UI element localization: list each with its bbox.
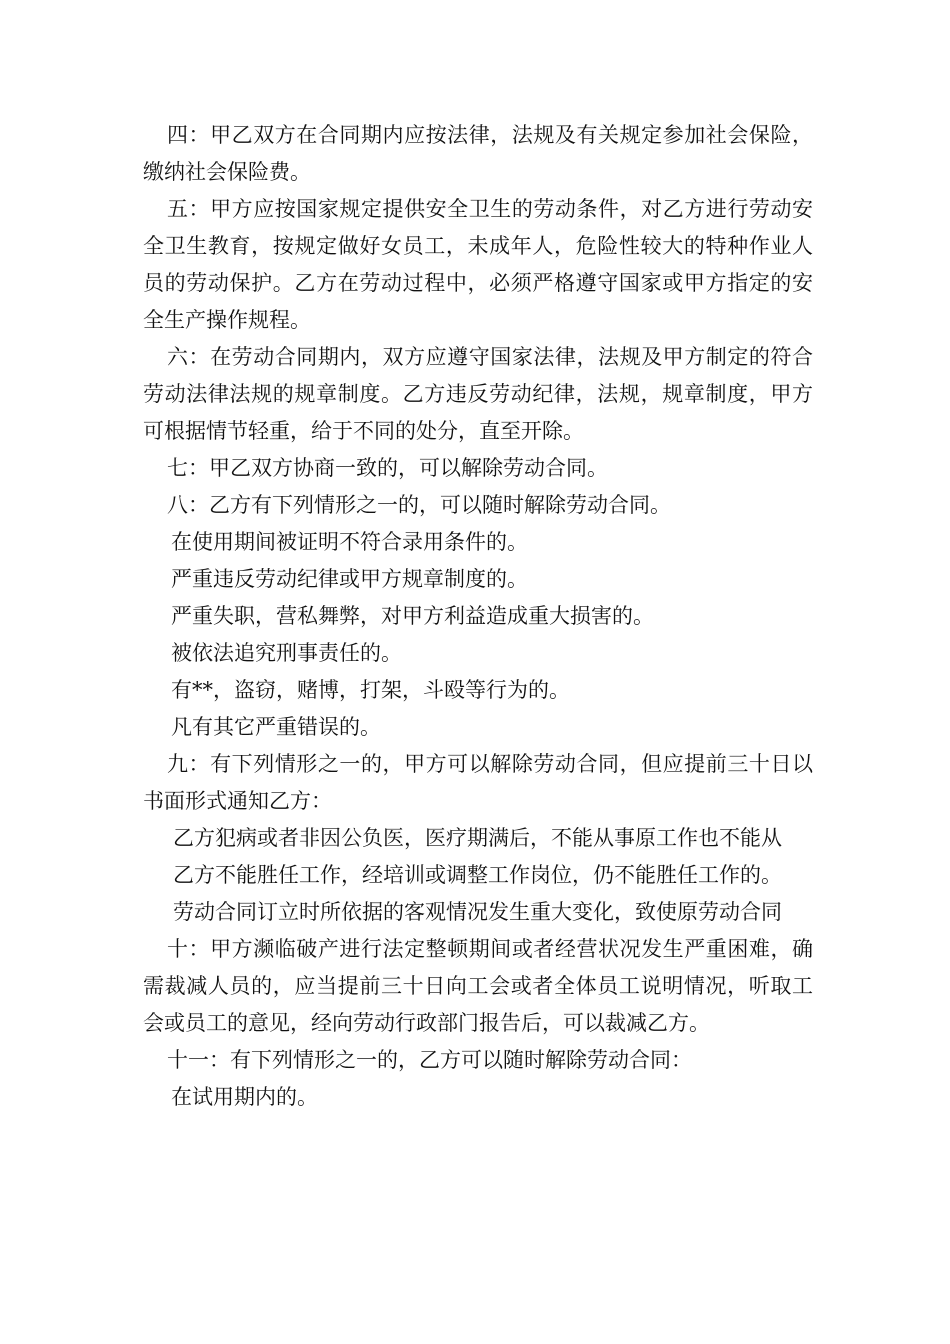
clause-11-item: 在试用期内的。	[171, 1085, 318, 1109]
clause-10: 十：甲方濒临破产进行法定整顿期间或者经营状况发生严重困难，确需裁减人员的，应当提前三十日向工会或者全体员工说明情况，听取工会或员工的意见，经向劳动行政部门报告后，可以裁减乙方。	[143, 937, 813, 1035]
document-body	[143, 117, 813, 1116]
clause-5: 五：甲方应按国家规定提供安全卫生的劳动条件，对乙方进行劳动安全卫生教育，按规定做好女员工，未成年人，危险性较大的特种作业人员的劳动保护。乙方在劳动过程中，必须严格遵守国家或甲方指定的安全生产操作规程。	[143, 197, 813, 332]
clause-9-item: 乙方不能胜任工作，经培训或调整工作岗位，仍不能胜任工作的。	[173, 863, 782, 887]
clause-6: 六：在劳动合同期内，双方应遵守国家法律，法规及甲方制定的符合劳动法律法规的规章制度。乙方违反劳动纪律，法规，规章制度，甲方可根据情节轻重，给于不同的处分，直至开除。	[143, 345, 813, 443]
clause-8-item: 有**，盗窃，赌博，打架，斗殴等行为的。	[171, 678, 570, 702]
clause-9-item: 乙方犯病或者非因公负医，医疗期满后，不能从事原工作也不能从	[173, 826, 782, 850]
clause-4: 四：甲乙双方在合同期内应按法律，法规及有关规定参加社会保险，缴纳社会保险费。	[143, 123, 813, 184]
clause-7: 七：甲乙双方协商一致的，可以解除劳动合同。	[167, 456, 608, 480]
clause-8-item: 严重失职，营私舞弊，对甲方利益造成重大损害的。	[171, 604, 654, 628]
clause-8-item: 凡有其它严重错误的。	[171, 715, 381, 739]
clause-11: 十一：有下列情形之一的，乙方可以随时解除劳动合同：	[167, 1048, 692, 1072]
clause-9-item: 劳动合同订立时所依据的客观情况发生重大变化，致使原劳动合同	[173, 900, 782, 924]
clause-8: 八：乙方有下列情形之一的，可以随时解除劳动合同。	[167, 493, 671, 517]
clause-8-item: 在使用期间被证明不符合录用条件的。	[171, 530, 528, 554]
clause-9: 九：有下列情形之一的，甲方可以解除劳动合同，但应提前三十日以书面形式通知乙方：	[143, 752, 813, 813]
clause-8-item: 严重违反劳动纪律或甲方规章制度的。	[171, 567, 528, 591]
clause-8-item: 被依法追究刑事责任的。	[171, 641, 402, 665]
